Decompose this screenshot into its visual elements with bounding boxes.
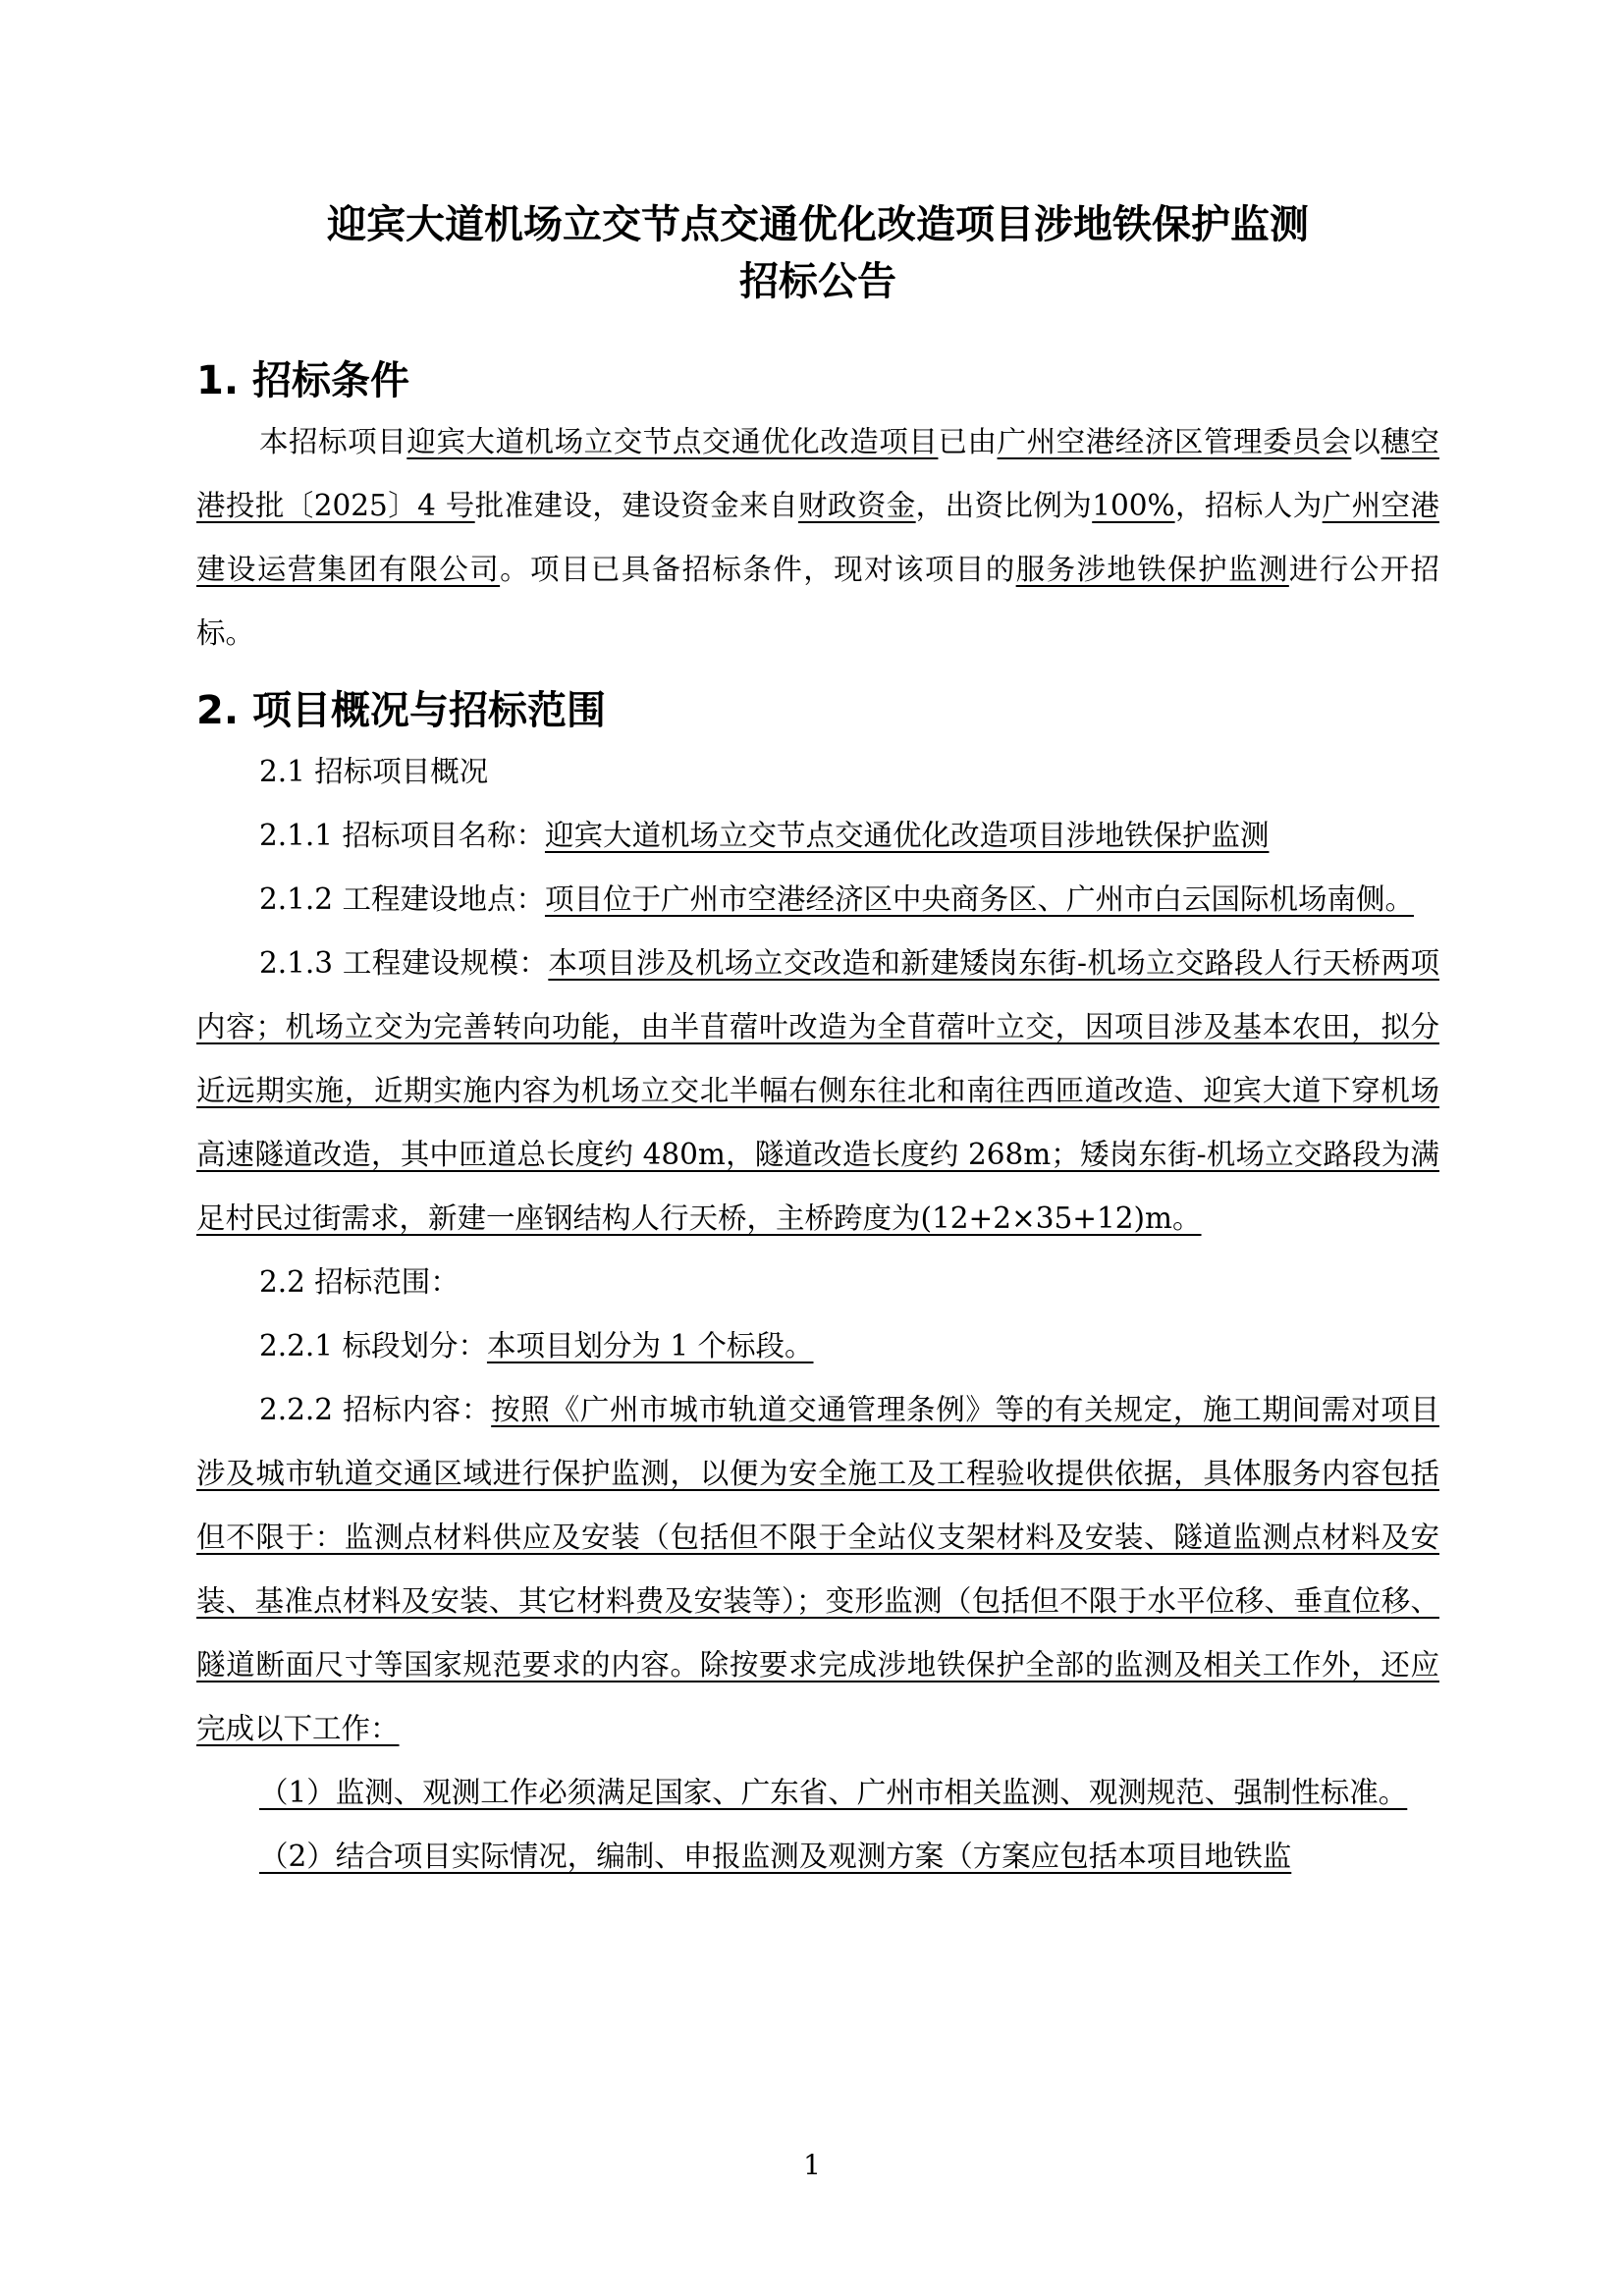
item-2-2-1: 2.2.1 标段划分：本项目划分为 1 个标段。	[259, 1329, 814, 1362]
service-underlined: 服务涉地铁保护监测	[1015, 553, 1289, 586]
document-page	[196, 196, 1439, 1889]
approval-doc-underlined: 穗空港投批〔2025〕4 号	[196, 425, 1439, 522]
section-2-heading: 2. 项目概况与招标范围	[196, 688, 606, 733]
item-2-1-3: 2.1.3 工程建设规模：本项目涉及机场立交改造和新建矮岗东街-机场立交路段人行天桥两项内容；机场立交为完善转向功能，由半苜蓿叶改造为全苜蓿叶立交，因项目涉及基本农田，拟分近远期实施，近期实施内容为机场立交北半幅右侧东往北和南往西匝道改造、迎宾大道下穿机场高速隧道改造，其中匝道总长度约 480m，隧道改造长度约 268m；矮岗东街-机场立交路段为满足村民过街需求，新建一座钢结构人行天桥，主桥跨度为(12+2×35+12)m。	[196, 946, 1439, 1235]
fund-ratio-underlined: 100%	[1092, 489, 1175, 522]
project-name-underlined: 迎宾大道机场立交节点交通优化改造项目	[406, 425, 939, 458]
tenderer-underlined: 广州空港建设运营集团有限公司	[196, 489, 1439, 586]
title-line-1: 迎宾大道机场立交节点交通优化改造项目涉地铁保护监测	[327, 202, 1309, 247]
list-item-2: （2）结合项目实际情况，编制、申报监测及观测方案（方案应包括本项目地铁监	[259, 1840, 1292, 1873]
section-1-paragraph: 本招标项目迎宾大道机场立交节点交通优化改造项目已由广州空港经济区管理委员会以穗空港投批〔2025〕4 号批准建设，建设资金来自财政资金，出资比例为100%，招标人为广州空港建设运营集团有限公司。项目已具备招标条件，现对该项目的服务涉地铁保护监测进行公开招标。	[196, 425, 1439, 650]
item-2-2-2: 2.2.2 招标内容：按照《广州市城市轨道交通管理条例》等的有关规定，施工期间需对项目涉及城市轨道交通区域进行保护监测，以便为安全施工及工程验收提供依据，具体服务内容包括但不限于：监测点材料供应及安装（包括但不限于全站仪支架材料及安装、隧道监测点材料及安装、基准点材料及安装、其它材料费及安装等）；变形监测（包括但不限于水平位移、垂直位移、隧道断面尺寸等国家规范要求的内容。除按要求完成涉地铁保护全部的监测及相关工作外，还应完成以下工作：	[196, 1393, 1439, 1745]
title-line-2: 招标公告	[739, 259, 896, 304]
subsection-2-2: 2.2 招标范围：	[259, 1265, 460, 1299]
subsection-2-1: 2.1 招标项目概况	[259, 755, 489, 788]
approver-underlined: 广州空港经济区管理委员会	[997, 425, 1352, 458]
section-1-heading: 1. 招标条件	[196, 358, 409, 403]
page-number: 1	[803, 2149, 821, 2181]
fund-source-underlined: 财政资金	[797, 489, 916, 522]
item-2-1-2: 2.1.2 工程建设地点：项目位于广州市空港经济区中央商务区、广州市白云国际机场南侧。	[259, 882, 1414, 916]
document-title	[196, 196, 1439, 310]
item-2-1-1: 2.1.1 招标项目名称：迎宾大道机场立交节点交通优化改造项目涉地铁保护监测	[259, 819, 1270, 852]
list-item-1: （1）监测、观测工作必须满足国家、广东省、广州市相关监测、观测规范、强制性标准。	[259, 1776, 1408, 1809]
